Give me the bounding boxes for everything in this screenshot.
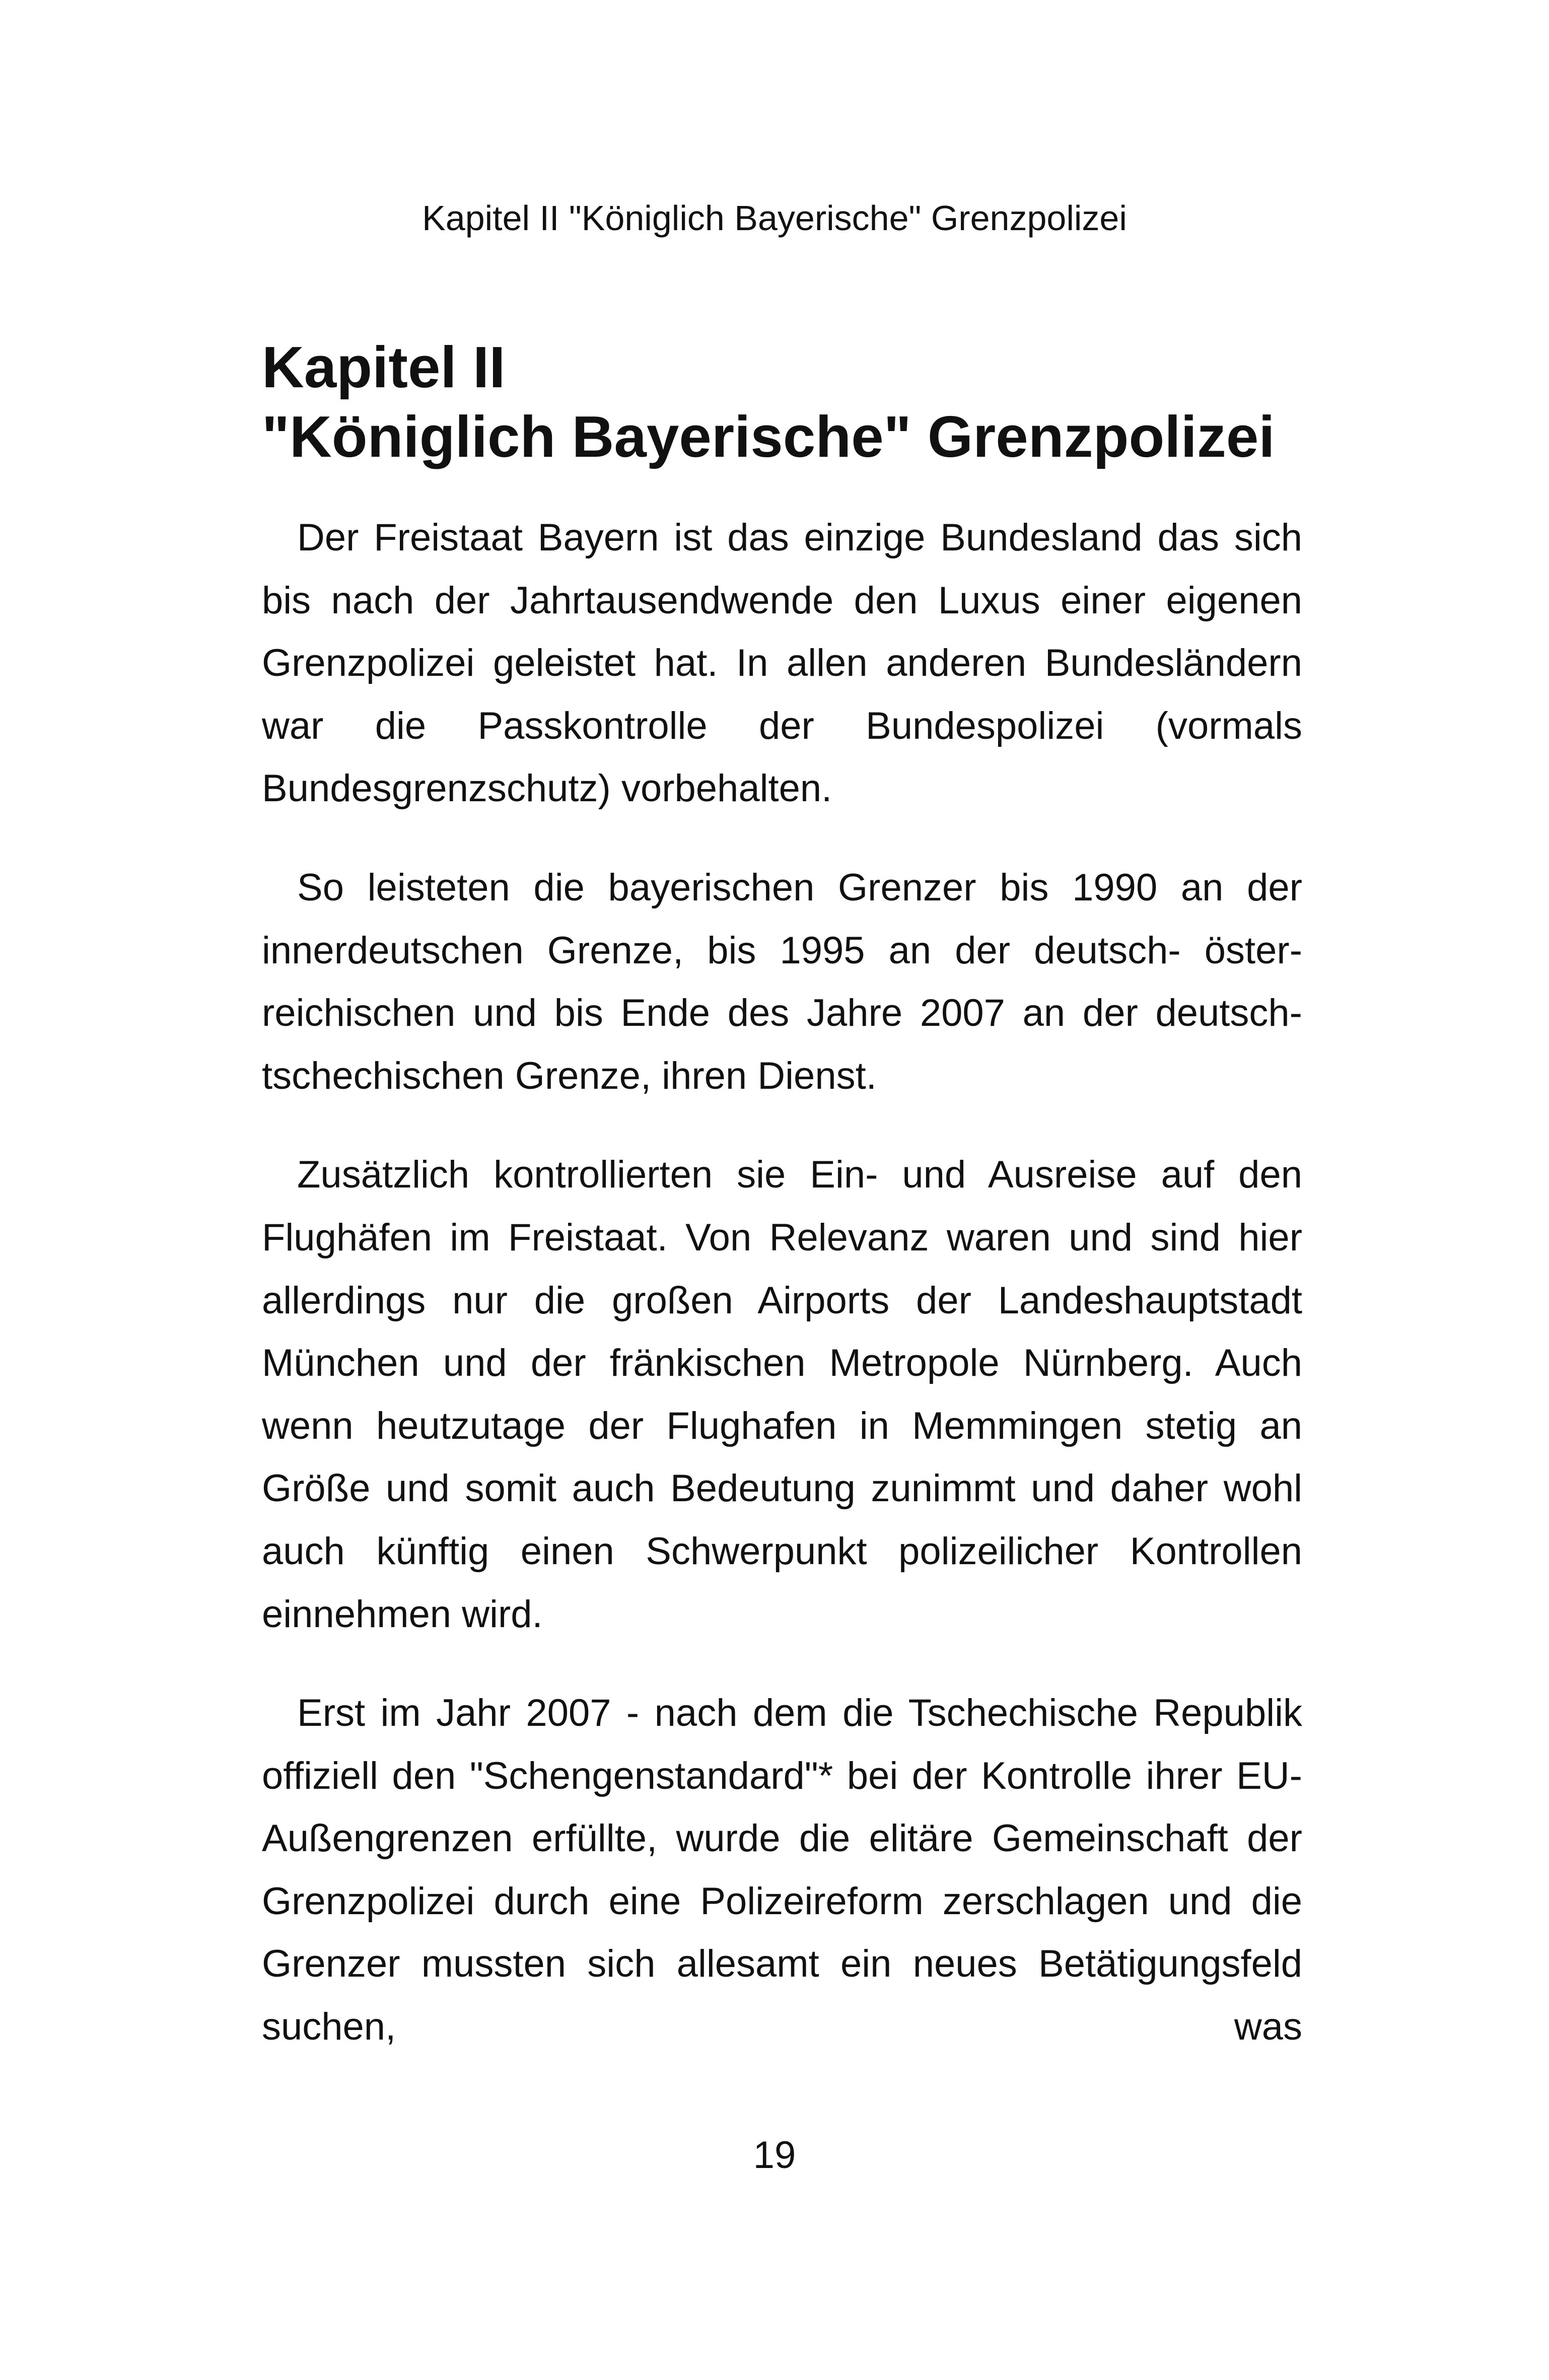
- paragraph-4: Erst im Jahr 2007 - nach dem die Tschechische Republik offiziell den "Schengenstandard"* bei der Kontrolle ihrer EU- Außengrenzen erfüllte, wurde die elitäre Gemeinschaft der Grenzpolizei durch eine Polizeireform zerschlagen und die Grenzer mussten sich allesamt ein neues Betätigungsfeld suchen, was: [262, 1692, 1302, 2049]
- running-header: Kapitel II "Königlich Bayerische" Grenzpolizei: [422, 198, 1127, 238]
- paragraph-2: So leisteten die bayerischen Grenzer bis 1990 an der innerdeutschen Grenze, bis 1995 an der deutsch- österreichischen und bis Ende des Jahre 2007 an der deutsch-tschechischen Grenze, ihren Dienst.: [262, 866, 1302, 1097]
- chapter-title-line-1: Kapitel II: [262, 334, 506, 400]
- page-body: [262, 332, 1302, 2059]
- paragraph-3: Zusätzlich kontrollierten sie Ein- und Ausreise auf den Flughäfen im Freistaat. Von Relevanz waren und sind hier allerdings nur die großen Airports der Landeshauptstadt München und der fränkischen Metropole Nürnberg. Auch wenn heutzutage der Flughafen in Memmingen stetig an Größe und somit auch Bedeutung zunimmt und daher wohl auch künftig einen Schwerpunkt polizeilicher Kontrollen einnehmen wird.: [262, 1153, 1302, 1636]
- paragraph-1: Der Freistaat Bayern ist das einzige Bundesland das sich bis nach der Jahrtausendwende den Luxus einer eigenen Grenzpolizei geleistet hat. In allen anderen Bundesländern war die Passkontrolle der Bundespolizei (vormals Bundesgrenzschutz) vorbehalten.: [262, 516, 1302, 810]
- page-number: 19: [753, 2134, 796, 2177]
- chapter-title: [262, 332, 1302, 471]
- chapter-title-line-2: "Königlich Bayerische" Grenzpolizei: [262, 404, 1275, 469]
